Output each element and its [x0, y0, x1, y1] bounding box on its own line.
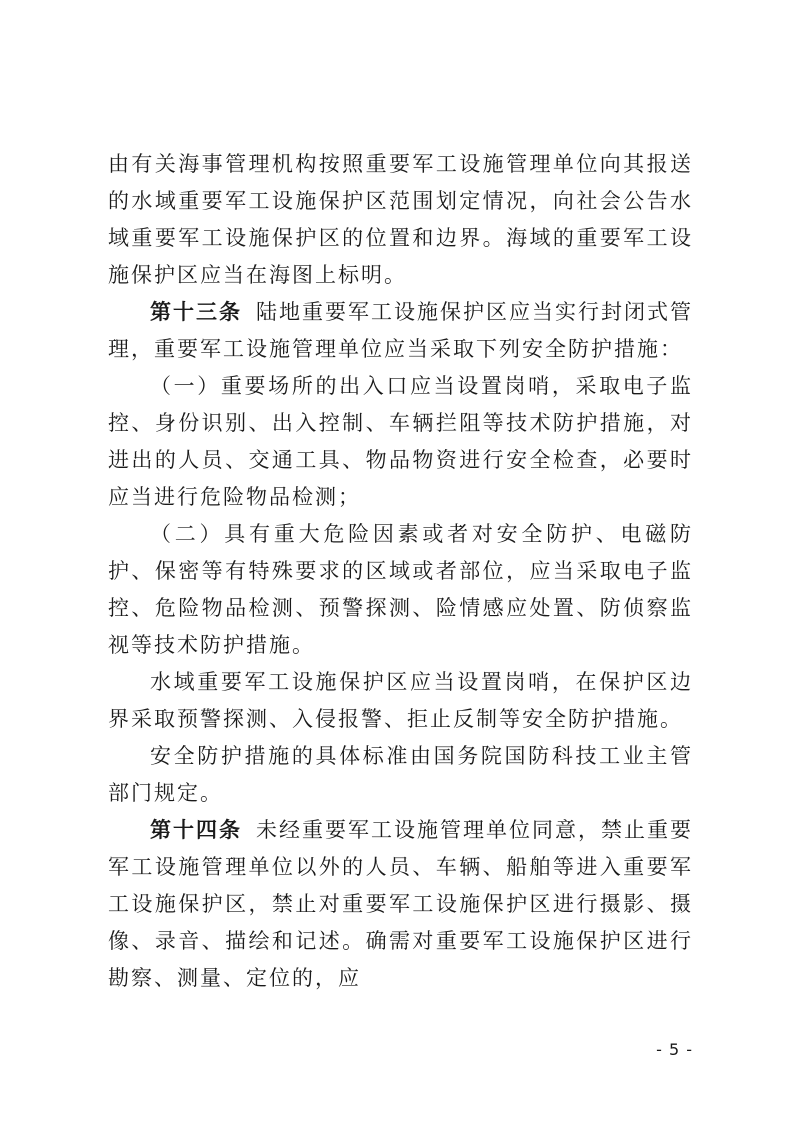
paragraph-text: （二）具有重大危险因素或者对安全防护、电磁防护、保密等有特殊要求的区域或者部位，应当采取电子监控、危险物品检测、预警探测、险情感应处置、防侦察监视等技术防护措施。 [108, 522, 693, 657]
paragraph-text: 由有关海事管理机构按照重要军工设施管理单位向其报送的水域重要军工设施保护区范围划定情况，向社会公告水域重要军工设施保护区的位置和边界。海域的重要军工设施保护区应当在海图上标明。 [108, 152, 693, 287]
article-heading: 第十三条 [150, 300, 242, 324]
paragraph-text: （一）重要场所的出入口应当设置岗哨，采取电子监控、身份识别、出入控制、车辆拦阻等技术防护措施，对进出的人员、交通工具、物品物资进行安全检查，必要时应当进行危险物品检测； [108, 374, 693, 509]
document-body [108, 146, 693, 997]
paragraph-water-area [108, 664, 693, 738]
paragraph-text: 未经重要军工设施管理单位同意，禁止重要军工设施管理单位以外的人员、车辆、船舶等进入重要军工设施保护区，禁止对重要军工设施保护区进行摄影、摄像、录音、描绘和记述。确需对重要军工设施保护区进行勘察、测量、定位的，应 [108, 818, 693, 990]
article-heading: 第十四条 [150, 818, 242, 842]
paragraph-article-13 [108, 294, 693, 368]
paragraph-continuation [108, 146, 693, 294]
paragraph-article-14 [108, 812, 693, 997]
paragraph-standards [108, 738, 693, 812]
paragraph-item-1 [108, 368, 693, 516]
paragraph-text: 安全防护措施的具体标准由国务院国防科技工业主管部门规定。 [108, 744, 693, 805]
paragraph-item-2 [108, 516, 693, 664]
paragraph-text: 水域重要军工设施保护区应当设置岗哨，在保护区边界采取预警探测、入侵报警、拒止反制等安全防护措施。 [108, 670, 693, 731]
page-number: - 5 - [656, 1040, 693, 1059]
paragraph-text: 陆地重要军工设施保护区应当实行封闭式管理，重要军工设施管理单位应当采取下列安全防护措施： [108, 300, 693, 361]
